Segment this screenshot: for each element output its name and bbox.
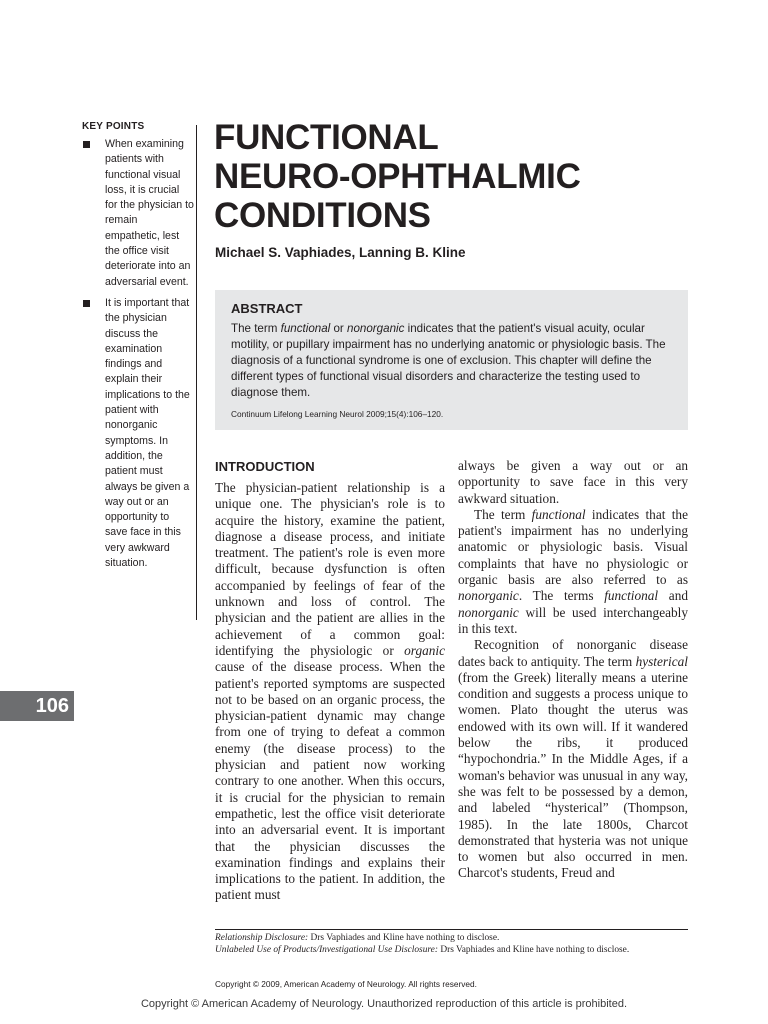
emphasis-hysterical: hysterical bbox=[635, 653, 688, 669]
footnote-divider bbox=[215, 929, 688, 930]
text-run: cause of the disease process. When the patient's reported symptoms are suspected not to be based on an organic process, the physician-patient dynamic may change from one of trying to defeat a common enemy (the disease process) to the physician and patient now working contrary to one another. When this occurs, it is crucial for the physician to remain empathetic, lest the office visit deteriorate into an adversarial event. It is important that the physician discusses the examination findings and explains their implications to the patient. In addition, the patient must bbox=[215, 659, 445, 903]
body-column-right bbox=[458, 458, 688, 882]
key-points-heading: KEY POINTS bbox=[82, 121, 145, 132]
footnote-label: Relationship Disclosure: bbox=[215, 933, 309, 943]
abstract-heading: ABSTRACT bbox=[231, 301, 303, 316]
key-point-item bbox=[82, 137, 194, 290]
abstract-text-run: The term bbox=[231, 322, 281, 335]
emphasis-nonorganic: nonorganic bbox=[458, 588, 519, 604]
text-run: Recognition of nonorganic disease dates back to antiquity. The term bbox=[458, 637, 688, 669]
page-copyright: Copyright © 2009, American Academy of Neurology. All rights reserved. bbox=[215, 979, 477, 989]
key-points-sidebar bbox=[82, 121, 194, 577]
page-number: 106 bbox=[35, 695, 69, 717]
abstract-box bbox=[215, 290, 688, 430]
title-line: CONDITIONS bbox=[214, 196, 431, 235]
footnote-text: Drs Vaphiades and Kline have nothing to disclose. bbox=[437, 945, 630, 956]
page-number-tab bbox=[0, 691, 74, 721]
article-title bbox=[214, 118, 674, 235]
square-bullet-icon bbox=[83, 141, 90, 148]
emphasis-functional: functional bbox=[604, 588, 659, 604]
title-line: FUNCTIONAL bbox=[214, 118, 439, 157]
text-run: indicates that the patient's impairment has no underlying anatomic or physiologic basis. Visual complaints that have no physiologic or organic basis are also referred to as bbox=[458, 506, 688, 588]
emphasis-nonorganic: nonorganic bbox=[458, 604, 519, 620]
title-line: NEURO-OPHTHALMIC bbox=[214, 157, 581, 196]
footnotes bbox=[215, 932, 695, 957]
key-point-text: When examining patients with functional visual loss, it is crucial for the physician to remain empathetic, lest the office visit deteriorate into an adversarial event. bbox=[105, 138, 194, 288]
key-point-item bbox=[82, 296, 194, 571]
abstract-term-functional: functional bbox=[280, 322, 331, 335]
body-paragraph bbox=[215, 480, 445, 904]
body-paragraph bbox=[458, 637, 688, 881]
text-run: The physician-patient relationship is a unique one. The physician's role is to acquire the history, examine the patient, diagnose a disease process, and initiate treatment. The patient's role is even more difficult, because dysfunction is often accompanied by feelings of fear of the unknown and loss of control. The physician and the patient are allies in the achievement of a common goal: identifying the physiologic or bbox=[215, 480, 445, 658]
authors: Michael S. Vaphiades, Lanning B. Kline bbox=[215, 245, 466, 260]
copyright-banner: Copyright © American Academy of Neurology. Unauthorized reproduction of this article is prohibited. bbox=[140, 998, 628, 1010]
square-bullet-icon bbox=[83, 300, 90, 307]
abstract-text-run: indicates that the patient's visual acuity, ocular motility, or pupillary impairment has no underlying anatomic or physiologic basis. The diagnosis of a functional syndrome is one of exclusion. This chapter will define the different types of functional visual disorders and characterize the testing used to diagnose them. bbox=[231, 322, 666, 399]
footnote-text: Drs Vaphiades and Kline have nothing to disclose. bbox=[308, 933, 500, 943]
emphasis-functional: functional bbox=[531, 506, 586, 522]
footnote-label: Unlabeled Use of Products/Investigational Use Disclosure: bbox=[215, 945, 438, 956]
body-column-left bbox=[215, 458, 445, 904]
abstract-term-nonorganic: nonorganic bbox=[347, 322, 405, 335]
abstract-text-run: or bbox=[330, 322, 348, 335]
abstract-text bbox=[231, 321, 674, 401]
unlabeled-use-disclosure bbox=[215, 944, 695, 956]
body-paragraph: always be given a way out or an opportunity to save face in this very awkward situation. bbox=[458, 458, 688, 506]
text-run: and bbox=[658, 588, 688, 604]
text-run: (from the Greek) literally means a uterine condition and suggests a process unique to women. Plato thought the uterus was endowed with its own will. If it wandered below the ribs, it produced “hypochondria.” In the Middle Ages, if a woman's behavior was unusual in any way, she was felt to be possessed by a demon, and labeled “hysterical” (Thompson, 1985). In the late 1800s, Charcot demonstrated that hysteria was not unique to women but also occurred in men. Charcot's students, Freud and bbox=[458, 669, 688, 881]
text-run: . The terms bbox=[518, 588, 605, 604]
abstract-citation: Continuum Lifelong Learning Neurol 2009;15(4):106–120. bbox=[231, 409, 444, 419]
text-run: The term bbox=[474, 506, 532, 522]
key-point-text: It is important that the physician discuss the examination findings and explain their implications to the patient with nonorganic symptoms. In addition, the patient must always be given a way out or an opportunity to save face in this very awkward situation. bbox=[105, 296, 190, 570]
relationship-disclosure bbox=[215, 932, 695, 944]
body-paragraph bbox=[458, 507, 688, 637]
sidebar-divider bbox=[196, 125, 197, 620]
text-run: will be used interchangeably in this text. bbox=[458, 604, 688, 636]
emphasis-organic: organic bbox=[404, 642, 445, 658]
introduction-heading: INTRODUCTION bbox=[215, 459, 315, 474]
